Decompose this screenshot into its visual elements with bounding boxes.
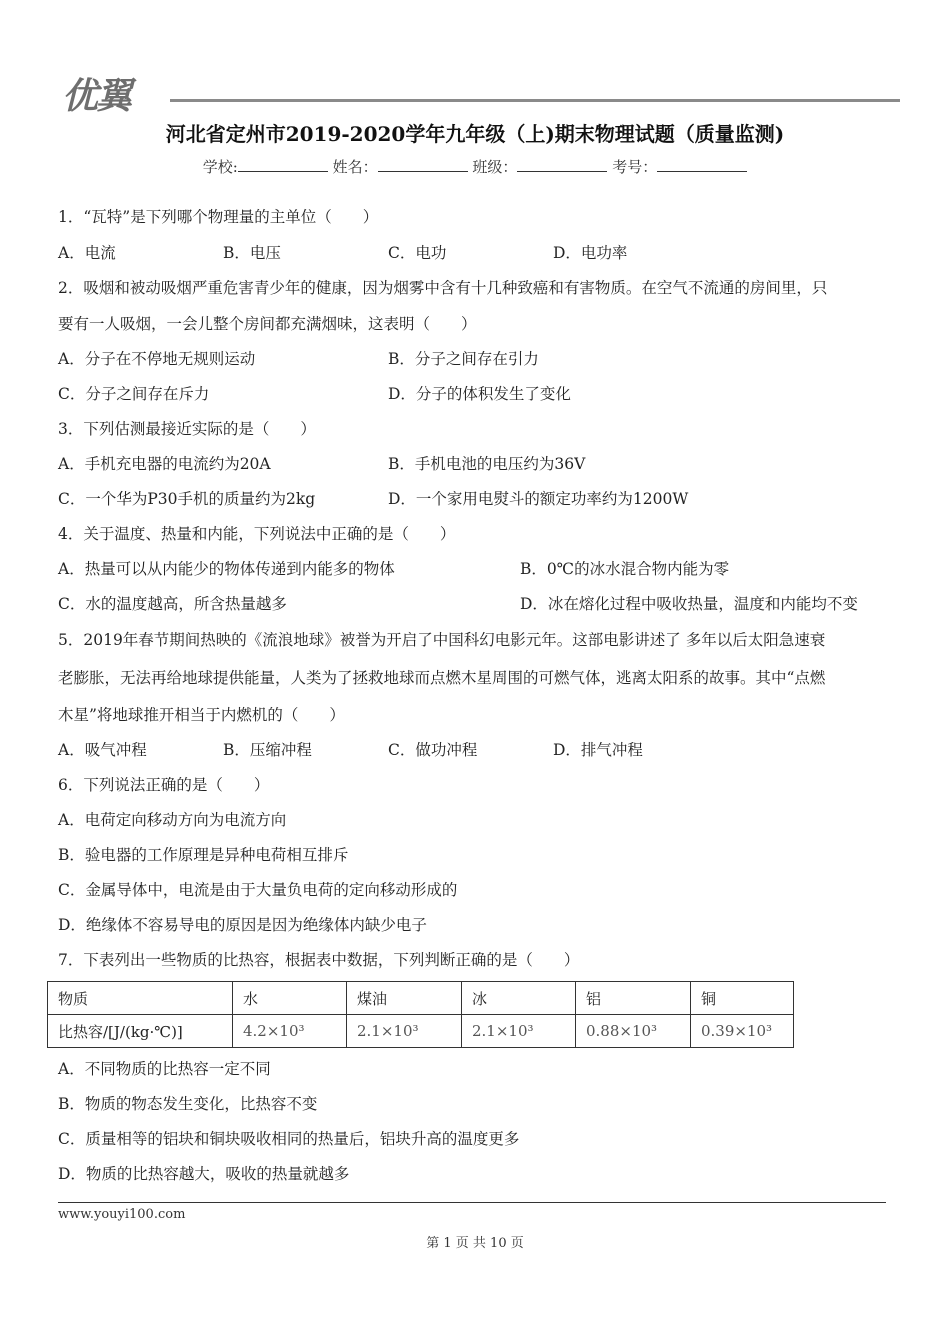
- table-row-label: 比热容/[J/(kg·℃)]: [48, 1015, 233, 1048]
- q3-option-b[interactable]: B．手机电池的电压约为36V: [388, 455, 586, 473]
- q5-option-a[interactable]: A．吸气冲程: [58, 741, 147, 759]
- question-2-stem-line-2: 要有一人吸烟，一会儿整个房间都充满烟味，这表明（ ）: [58, 315, 477, 333]
- q1-option-b[interactable]: B．电压: [223, 244, 281, 262]
- school-blank[interactable]: [238, 157, 328, 172]
- class-blank[interactable]: [517, 157, 607, 172]
- table-header-cell: 铜: [691, 982, 794, 1015]
- q5-option-d[interactable]: D．排气冲程: [553, 741, 643, 759]
- table-header-cell: 铝: [576, 982, 691, 1015]
- q4-option-a[interactable]: A．热量可以从内能少的物体传递到内能多的物体: [58, 560, 395, 578]
- q6-option-a[interactable]: A．电荷定向移动方向为电流方向: [58, 811, 287, 829]
- question-5-stem-line-3: 木星”将地球推开相当于内燃机的（ ）: [58, 706, 345, 724]
- q2-option-b[interactable]: B．分子之间存在引力: [388, 350, 539, 368]
- q4-option-b[interactable]: B．0℃的冰水混合物内能为零: [520, 560, 730, 578]
- q4-option-c[interactable]: C．水的温度越高，所含热量越多: [58, 595, 287, 613]
- question-5-stem-line-2: 老膨胀，无法再给地球提供能量，人类为了拯救地球而点燃木星周围的可燃气体，逃离太阳系的故事。其中“点燃: [58, 669, 826, 687]
- q7-option-a[interactable]: A．不同物质的比热容一定不同: [58, 1060, 271, 1078]
- q3-option-d[interactable]: D．一个家用电熨斗的额定功率约为1200W: [388, 490, 689, 508]
- specific-heat-table: [47, 981, 794, 1048]
- q2-option-d[interactable]: D．分子的体积发生了变化: [388, 385, 571, 403]
- table-header-cell: 物质: [48, 982, 233, 1015]
- table-row: [48, 1015, 794, 1048]
- question-1-stem: 1．“瓦特”是下列哪个物理量的主单位（ ）: [58, 208, 379, 226]
- table-header-row: [48, 982, 794, 1015]
- question-4-stem: 4．关于温度、热量和内能，下列说法中正确的是（ ）: [58, 525, 456, 543]
- question-5-stem-line-1: 5．2019年春节期间热映的《流浪地球》被誉为开启了中国科幻电影元年。这部电影讲述了 多年以后太阳急速衰: [58, 631, 826, 649]
- footer-rule: [58, 1202, 886, 1203]
- table-cell: 4.2×10³: [233, 1015, 347, 1048]
- school-label: 学校:: [202, 158, 238, 176]
- page-title: 河北省定州市2019-2020学年九年级（上)期末物理试题（质量监测): [165, 122, 785, 146]
- table-header-cell: 煤油: [347, 982, 462, 1015]
- q7-option-c[interactable]: C．质量相等的铝块和铜块吸收相同的热量后，铝块升高的温度更多: [58, 1130, 520, 1148]
- name-blank[interactable]: [378, 157, 468, 172]
- q1-option-a[interactable]: A．电流: [58, 244, 116, 262]
- q6-option-c[interactable]: C．金属导体中，电流是由于大量负电荷的定向移动形成的: [58, 881, 458, 899]
- q5-option-c[interactable]: C．做功冲程: [388, 741, 478, 759]
- exam-number-blank[interactable]: [657, 157, 747, 172]
- footer-url[interactable]: www.youyi100.com: [58, 1207, 186, 1222]
- question-3-stem: 3．下列估测最接近实际的是（ ）: [58, 420, 316, 438]
- table-header-cell: 水: [233, 982, 347, 1015]
- q5-option-b[interactable]: B．压缩冲程: [223, 741, 312, 759]
- q3-option-c[interactable]: C．一个华为P30手机的质量约为2kg: [58, 490, 316, 508]
- table-cell: 2.1×10³: [347, 1015, 462, 1048]
- q6-option-d[interactable]: D．绝缘体不容易导电的原因是因为绝缘体内缺少电子: [58, 916, 427, 934]
- table-header-cell: 冰: [462, 982, 576, 1015]
- page-number: 第 1 页 共 10 页: [426, 1236, 524, 1251]
- table-cell: 2.1×10³: [462, 1015, 576, 1048]
- q2-option-c[interactable]: C．分子之间存在斥力: [58, 385, 210, 403]
- name-label: 姓名：: [332, 158, 378, 176]
- q3-option-a[interactable]: A．手机充电器的电流约为20A: [58, 455, 271, 473]
- q7-option-b[interactable]: B．物质的物态发生变化，比热容不变: [58, 1095, 318, 1113]
- question-2-stem-line-1: 2．吸烟和被动吸烟严重危害青少年的健康，因为烟雾中含有十几种致癌和有害物质。在空气不流通的房间里，只: [58, 279, 828, 297]
- q4-option-d[interactable]: D．冰在熔化过程中吸收热量，温度和内能均不变: [520, 595, 858, 613]
- q2-option-a[interactable]: A．分子在不停地无规则运动: [58, 350, 256, 368]
- table-cell: 0.88×10³: [576, 1015, 691, 1048]
- q6-option-b[interactable]: B．验电器的工作原理是异种电荷相互排斥: [58, 846, 349, 864]
- question-7-stem: 7．下表列出一些物质的比热容，根据表中数据，下列判断正确的是（ ）: [58, 951, 580, 969]
- student-info-line: [0, 156, 950, 177]
- table-cell: 0.39×10³: [691, 1015, 794, 1048]
- header-rule: [170, 99, 900, 102]
- q1-option-d[interactable]: D．电功率: [553, 244, 628, 262]
- question-6-stem: 6．下列说法正确的是（ ）: [58, 776, 270, 794]
- q7-option-d[interactable]: D．物质的比热容越大，吸收的热量就越多: [58, 1165, 350, 1183]
- class-label: 班级：: [472, 158, 518, 176]
- exam-number-label: 考号：: [612, 158, 658, 176]
- logo: 优翼: [62, 75, 131, 116]
- q1-option-c[interactable]: C．电功: [388, 244, 447, 262]
